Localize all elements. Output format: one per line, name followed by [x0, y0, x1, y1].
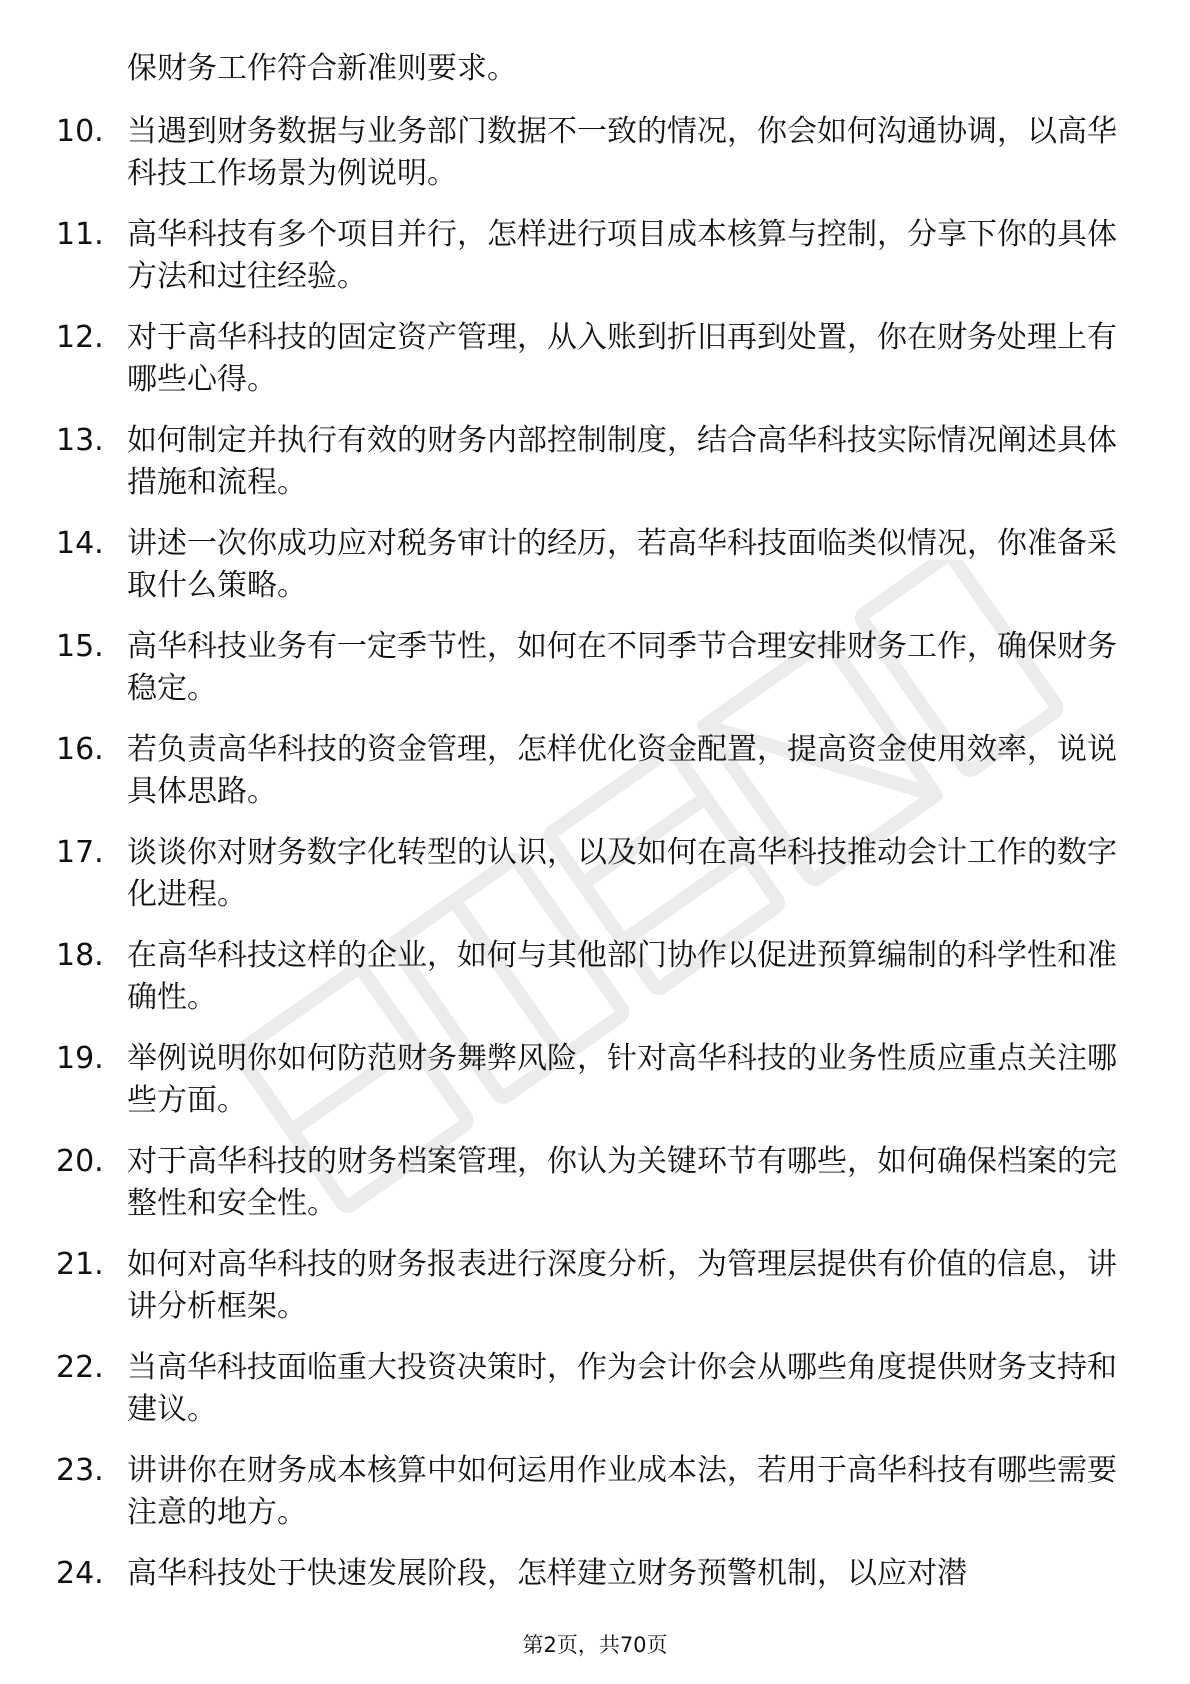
page-number-footer: 第2页，共70页 [522, 1633, 668, 1657]
question-item [0, 1141, 1190, 1244]
question-number: 14. [56, 526, 104, 561]
question-text: 高华科技处于快速发展阶段，怎样建立财务预警机制，以应对潜 [127, 1556, 967, 1591]
question-text: 当遇到财务数据与业务部门数据不一致的情况，你会如何沟通协调，以高华科技工作场景为例说明。 [127, 114, 1117, 191]
question-text: 当高华科技面临重大投资决策时，作为会计你会从哪些角度提供财务支持和建议。 [127, 1350, 1117, 1427]
question-number: 16. [56, 732, 104, 767]
question-text: 若负责高华科技的资金管理，怎样优化资金配置，提高资金使用效率，说说具体思路。 [127, 732, 1117, 809]
question-number: 17. [56, 835, 104, 870]
question-text: 高华科技业务有一定季节性，如何在不同季节合理安排财务工作，确保财务稳定。 [127, 629, 1117, 706]
question-number: 23. [56, 1453, 104, 1488]
question-item [0, 111, 1190, 214]
question-item [0, 1038, 1190, 1141]
question-number: 22. [56, 1350, 104, 1385]
question-text: 对于高华科技的财务档案管理，你认为关键环节有哪些，如何确保档案的完整性和安全性。 [127, 1144, 1117, 1221]
question-number: 19. [56, 1041, 104, 1076]
question-item [0, 832, 1190, 935]
question-text: 谈谈你对财务数字化转型的认识，以及如何在高华科技推动会计工作的数字化进程。 [127, 835, 1117, 912]
question-text: 如何制定并执行有效的财务内部控制制度，结合高华科技实际情况阐述具体措施和流程。 [127, 423, 1117, 500]
question-item [0, 317, 1190, 420]
question-text: 在高华科技这样的企业，如何与其他部门协作以促进预算编制的科学性和准确性。 [127, 938, 1117, 1015]
question-item [0, 626, 1190, 729]
question-number: 21. [56, 1247, 104, 1282]
question-text: 讲讲你在财务成本核算中如何运用作业成本法，若用于高华科技有哪些需要注意的地方。 [127, 1453, 1117, 1530]
question-number: 24. [56, 1556, 104, 1591]
question-item [0, 1244, 1190, 1347]
continuation-text: 保财务工作符合新准则要求。 [127, 51, 517, 86]
question-item [0, 420, 1190, 523]
question-number: 13. [56, 423, 104, 458]
question-number: 15. [56, 629, 104, 664]
question-number: 12. [56, 320, 104, 355]
question-text: 高华科技有多个项目并行，怎样进行项目成本核算与控制，分享下你的具体方法和过往经验。 [127, 217, 1117, 294]
question-item [0, 935, 1190, 1038]
question-number: 18. [56, 938, 104, 973]
question-item [0, 523, 1190, 626]
question-item [0, 1347, 1190, 1450]
question-text: 举例说明你如何防范财务舞弊风险，针对高华科技的业务性质应重点关注哪些方面。 [127, 1041, 1117, 1118]
question-item [0, 214, 1190, 317]
question-number: 11. [56, 217, 104, 252]
question-item [0, 729, 1190, 832]
question-text: 讲述一次你成功应对税务审计的经历，若高华科技面临类似情况，你准备采取什么策略。 [127, 526, 1117, 603]
question-item [0, 1450, 1190, 1553]
question-text: 对于高华科技的固定资产管理，从入账到折旧再到处置，你在财务处理上有哪些心得。 [127, 320, 1117, 397]
question-number: 10. [56, 114, 104, 149]
question-list [0, 111, 1190, 1656]
question-number: 20. [56, 1144, 104, 1179]
question-text: 如何对高华科技的财务报表进行深度分析，为管理层提供有价值的信息，讲讲分析框架。 [127, 1247, 1117, 1324]
